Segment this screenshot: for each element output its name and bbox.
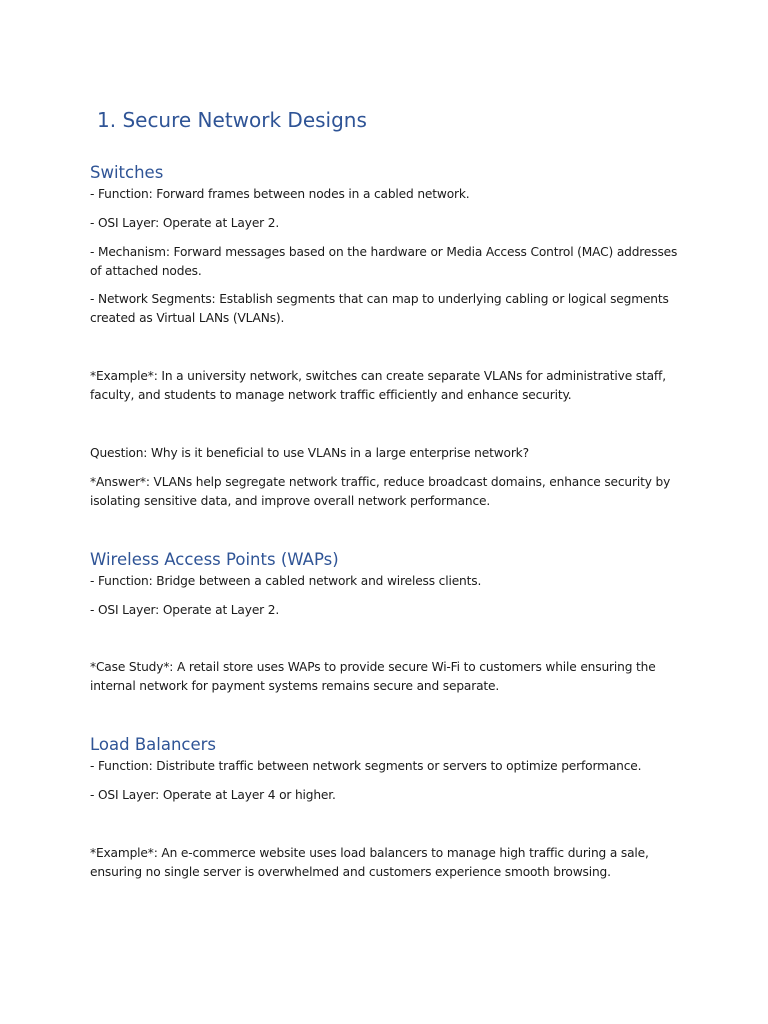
switches-osi-layer: - OSI Layer: Operate at Layer 2. [90,216,280,230]
switches-question: Question: Why is it beneficial to use VLANs in a large enterprise network? [90,446,529,460]
load-balancers-osi-layer: - OSI Layer: Operate at Layer 4 or higher. [90,788,336,802]
switches-function: - Function: Forward frames between nodes in a cabled network. [90,187,470,201]
load-balancers-function: - Function: Distribute traffic between network segments or servers to optimize performance. [90,759,642,773]
waps-osi-layer: - OSI Layer: Operate at Layer 2. [90,603,280,617]
heading-switches: Switches [90,163,164,182]
switches-answer: *Answer*: VLANs help segregate network traffic, reduce broadcast domains, enhance security by isolating sensitive data, and improve overall network performance. [90,475,671,508]
switches-network-segments: - Network Segments: Establish segments that can map to underlying cabling or logical segments created as Virtual LANs (VLANs). [90,292,669,325]
switches-mechanism: - Mechanism: Forward messages based on the hardware or Media Access Control (MAC) addresses of attached nodes. [90,245,678,278]
document-title: 1. Secure Network Designs [97,108,367,132]
heading-load-balancers: Load Balancers [90,735,217,754]
heading-waps: Wireless Access Points (WAPs) [90,550,339,569]
waps-function: - Function: Bridge between a cabled network and wireless clients. [90,574,482,588]
waps-case-study: *Case Study*: A retail store uses WAPs to provide secure Wi-Fi to customers while ensuring the internal network for payment systems remains secure and separate. [90,660,656,693]
load-balancers-example: *Example*: An e-commerce website uses load balancers to manage high traffic during a sale, ensuring no single server is overwhelmed and customers experience smooth browsing. [90,846,649,879]
switches-example: *Example*: In a university network, switches can create separate VLANs for administrative staff, faculty, and students to manage network traffic efficiently and enhance security. [90,369,666,402]
